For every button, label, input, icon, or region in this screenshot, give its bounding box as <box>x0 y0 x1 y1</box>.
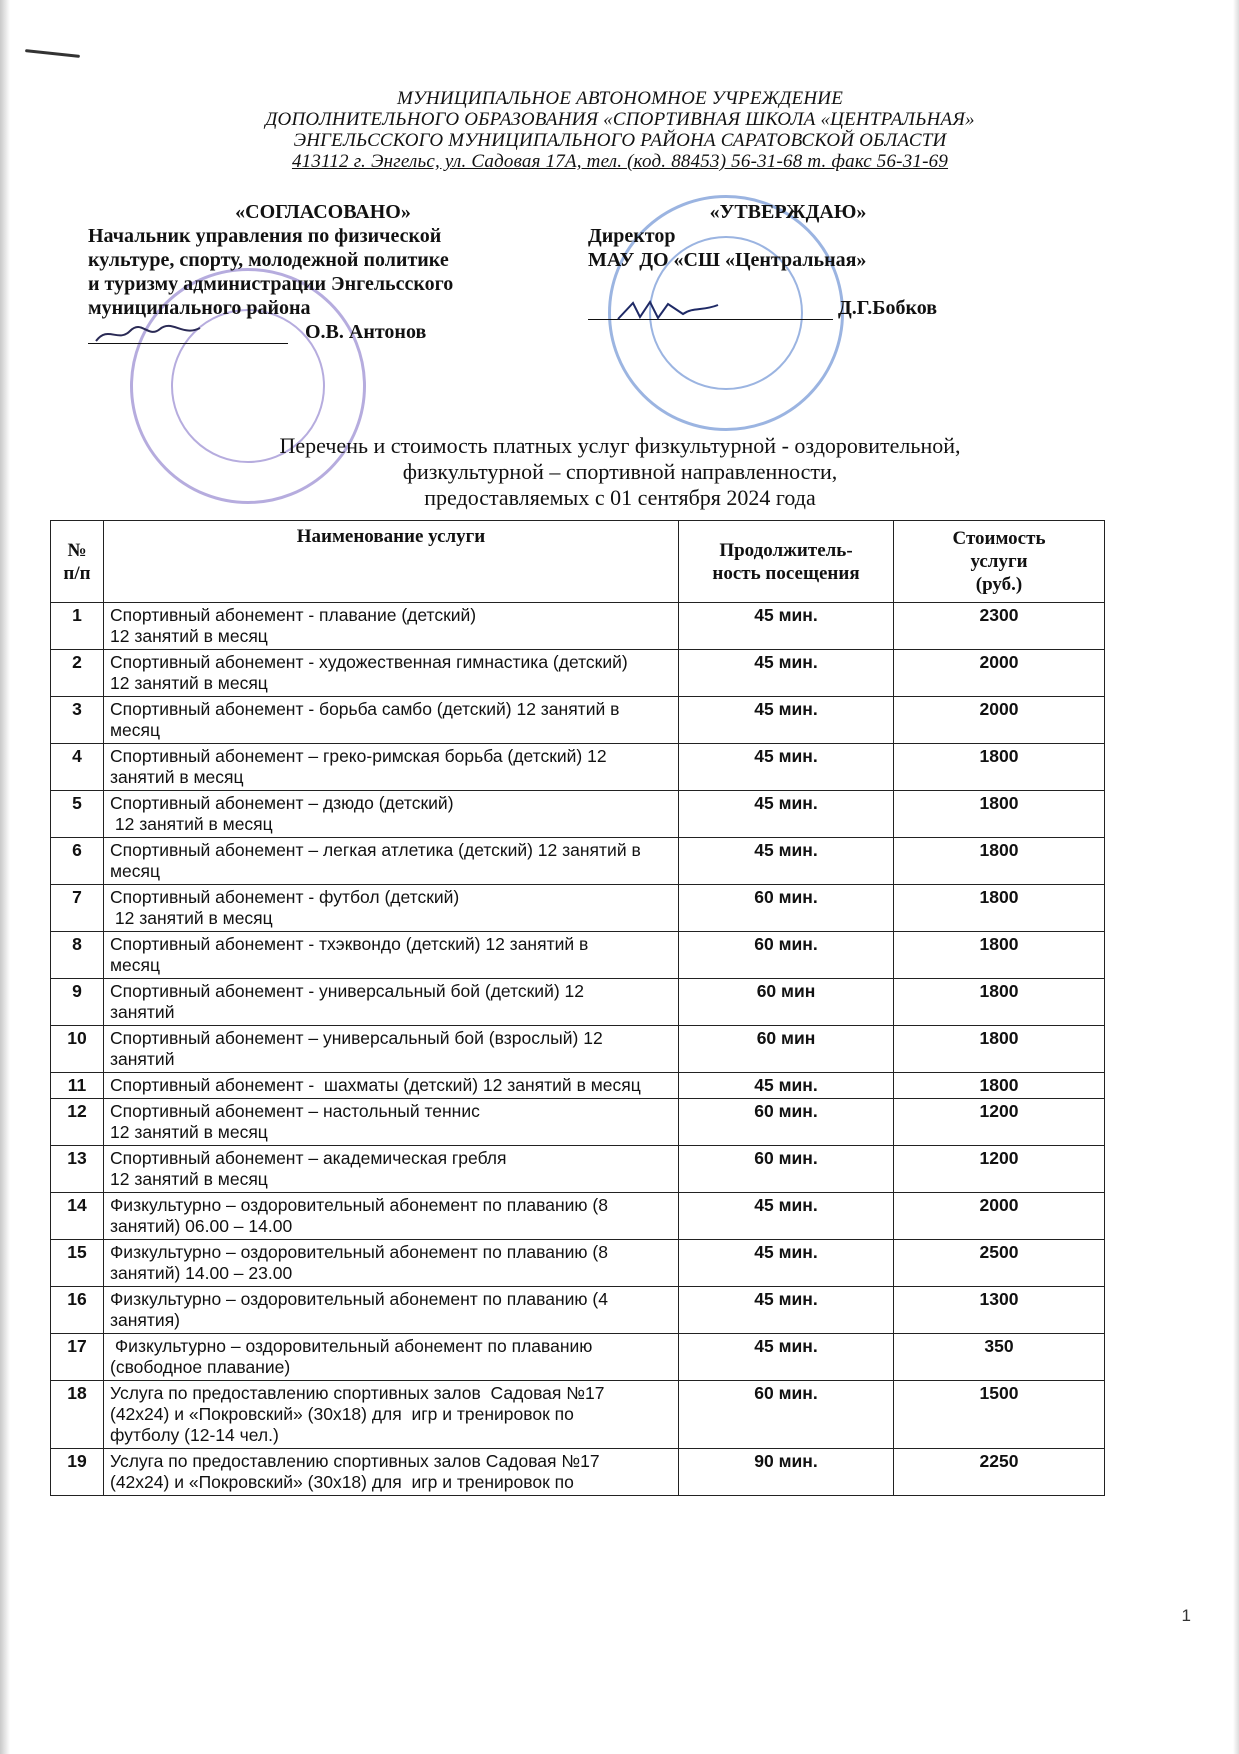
approval-line: Начальник управления по физической <box>88 225 442 247</box>
table-header-row <box>51 521 1105 603</box>
table-row <box>51 885 1105 932</box>
table-row <box>51 1193 1105 1240</box>
visit-duration: 90 мин. <box>679 1449 894 1496</box>
row-number: 18 <box>51 1381 104 1449</box>
table-row <box>51 932 1105 979</box>
signatory-name: О.В. Антонов <box>305 321 427 343</box>
service-name-line: Спортивный абонемент – настольный теннис <box>110 1101 480 1121</box>
row-number: 8 <box>51 932 104 979</box>
service-name-line: (свободное плавание) <box>110 1357 291 1377</box>
service-name-line: Спортивный абонемент - футбол (детский) <box>110 887 460 907</box>
row-number: 19 <box>51 1449 104 1496</box>
handwritten-signature-icon <box>88 323 208 345</box>
org-line: ЭНГЕЛЬССКОГО МУНИЦИПАЛЬНОГО РАЙОНА САРАТОВСКОЙ ОБЛАСТИ <box>293 130 947 151</box>
table-row <box>51 1449 1105 1496</box>
org-line: МУНИЦИПАЛЬНОЕ АВТОНОМНОЕ УЧРЕЖДЕНИЕ <box>396 88 844 109</box>
spacer <box>588 272 988 296</box>
service-name <box>104 932 679 979</box>
title-line: физкультурной – спортивной направленности, <box>402 459 838 484</box>
visit-duration: 45 мин. <box>679 1193 894 1240</box>
service-name <box>104 791 679 838</box>
organization-header <box>150 88 1090 172</box>
services-price-table <box>50 520 1105 1496</box>
service-name-line: месяц <box>110 861 161 881</box>
service-name-line: Спортивный абонемент – академическая гребля <box>110 1148 507 1168</box>
service-name-line: Физкультурно – оздоровительный абонемент по плаванию (8 <box>110 1195 608 1215</box>
service-cost: 1800 <box>894 979 1105 1026</box>
visit-duration: 45 мин. <box>679 744 894 791</box>
service-name <box>104 1381 679 1449</box>
visit-duration: 60 мин <box>679 1026 894 1073</box>
row-number: 14 <box>51 1193 104 1240</box>
service-cost: 2500 <box>894 1240 1105 1287</box>
service-name-line: Спортивный абонемент - художественная гимнастика (детский) <box>110 652 628 672</box>
table-row <box>51 1381 1105 1449</box>
service-name <box>104 1026 679 1073</box>
table-row <box>51 1240 1105 1287</box>
table-row <box>51 1099 1105 1146</box>
service-cost: 2000 <box>894 1193 1105 1240</box>
service-name-line: Спортивный абонемент - плавание (детский) <box>110 605 477 625</box>
table-row <box>51 838 1105 885</box>
signature-row <box>588 296 988 320</box>
visit-duration: 45 мин. <box>679 1073 894 1099</box>
service-name-line: Спортивный абонемент - шахматы (детский) 12 занятий в месяц <box>110 1075 641 1095</box>
service-cost: 1800 <box>894 791 1105 838</box>
document-title <box>150 433 1090 511</box>
service-name-line: занятий <box>110 1049 175 1069</box>
row-number: 2 <box>51 650 104 697</box>
service-cost: 1300 <box>894 1287 1105 1334</box>
service-name <box>104 744 679 791</box>
signature-row <box>88 320 558 344</box>
service-name-line: 12 занятий в месяц <box>110 1122 268 1142</box>
service-name-line: (42х24) и «Покровский» (30х18) для игр и тренировок по <box>110 1404 574 1424</box>
approval-line: Директор <box>588 225 676 247</box>
service-name-line: Спортивный абонемент – легкая атлетика (детский) 12 занятий в <box>110 840 641 860</box>
service-name <box>104 1073 679 1099</box>
service-name <box>104 838 679 885</box>
row-number: 9 <box>51 979 104 1026</box>
row-number: 13 <box>51 1146 104 1193</box>
service-name-line: Спортивный абонемент - универсальный бой (детский) 12 <box>110 981 585 1001</box>
column-header-duration <box>679 521 894 603</box>
approval-line: муниципального района <box>88 297 311 319</box>
visit-duration: 60 мин. <box>679 1099 894 1146</box>
service-name <box>104 1099 679 1146</box>
approval-title: «СОГЛАСОВАНО» <box>235 201 411 223</box>
service-name-line: Физкультурно – оздоровительный абонемент по плаванию (8 <box>110 1242 608 1262</box>
row-number: 5 <box>51 791 104 838</box>
visit-duration: 60 мин. <box>679 932 894 979</box>
row-number: 16 <box>51 1287 104 1334</box>
row-number: 17 <box>51 1334 104 1381</box>
service-cost: 1800 <box>894 838 1105 885</box>
service-cost: 1800 <box>894 885 1105 932</box>
service-name-line: Спортивный абонемент – дзюдо (детский) <box>110 793 454 813</box>
visit-duration: 45 мин. <box>679 1240 894 1287</box>
table-row <box>51 979 1105 1026</box>
table-row <box>51 1026 1105 1073</box>
service-name <box>104 1334 679 1381</box>
service-name <box>104 979 679 1026</box>
service-name-line: занятий) 06.00 – 14.00 <box>110 1216 293 1236</box>
service-cost: 1800 <box>894 932 1105 979</box>
service-name-line: месяц <box>110 955 161 975</box>
table-row <box>51 1073 1105 1099</box>
table-row <box>51 1146 1105 1193</box>
table-row <box>51 791 1105 838</box>
row-number: 4 <box>51 744 104 791</box>
service-cost: 2250 <box>894 1449 1105 1496</box>
visit-duration: 45 мин. <box>679 1287 894 1334</box>
service-name-line: занятий <box>110 1002 175 1022</box>
service-cost: 1500 <box>894 1381 1105 1449</box>
visit-duration: 45 мин. <box>679 838 894 885</box>
service-name <box>104 1240 679 1287</box>
row-number: 7 <box>51 885 104 932</box>
visit-duration: 45 мин. <box>679 603 894 650</box>
scan-edge-right <box>1233 0 1239 1754</box>
approval-line: МАУ ДО «СШ «Центральная» <box>588 249 867 271</box>
signature-line <box>588 299 833 320</box>
column-header-cost <box>894 521 1105 603</box>
visit-duration: 60 мин. <box>679 1146 894 1193</box>
row-number: 3 <box>51 697 104 744</box>
service-cost: 1200 <box>894 1146 1105 1193</box>
title-line: предоставляемых с 01 сентября 2024 года <box>424 485 816 510</box>
approval-block-approved <box>588 200 988 320</box>
service-name-line: футболу (12-14 чел.) <box>110 1425 279 1445</box>
visit-duration: 60 мин. <box>679 885 894 932</box>
header-line: п/п <box>63 562 91 584</box>
approval-line: и туризму администрации Энгельсского <box>88 273 454 295</box>
service-cost: 1800 <box>894 744 1105 791</box>
table-row <box>51 744 1105 791</box>
visit-duration: 45 мин. <box>679 650 894 697</box>
row-number: 12 <box>51 1099 104 1146</box>
scan-edge-left <box>0 0 10 1754</box>
signature-line <box>88 323 288 344</box>
service-cost: 2300 <box>894 603 1105 650</box>
visit-duration: 45 мин. <box>679 1334 894 1381</box>
service-name-line: занятия) <box>110 1310 180 1330</box>
table-row <box>51 650 1105 697</box>
service-name-line: 12 занятий в месяц <box>110 626 268 646</box>
service-name-line: (42х24) и «Покровский» (30х18) для игр и тренировок по <box>110 1472 574 1492</box>
title-line: Перечень и стоимость платных услуг физкультурной - оздоровительной, <box>279 433 961 458</box>
service-name <box>104 603 679 650</box>
service-name-line: Спортивный абонемент - борьба самбо (детский) 12 занятий в <box>110 699 620 719</box>
row-number: 6 <box>51 838 104 885</box>
service-name-line: 12 занятий в месяц <box>110 1169 268 1189</box>
table-row <box>51 603 1105 650</box>
service-name-line: месяц <box>110 720 161 740</box>
service-name <box>104 1146 679 1193</box>
table-row <box>51 697 1105 744</box>
row-number: 15 <box>51 1240 104 1287</box>
column-header-number <box>51 521 104 603</box>
service-name-line: Спортивный абонемент – греко-римская борьба (детский) 12 <box>110 746 607 766</box>
header-line: Стоимость <box>952 528 1046 549</box>
visit-duration: 45 мин. <box>679 791 894 838</box>
pen-stroke-mark <box>25 49 80 58</box>
service-cost: 1200 <box>894 1099 1105 1146</box>
service-name <box>104 650 679 697</box>
service-name-line: Физкультурно – оздоровительный абонемент по плаванию (4 <box>110 1289 608 1309</box>
service-name-line: 12 занятий в месяц <box>110 814 273 834</box>
header-line: Продолжитель- <box>719 539 853 561</box>
header-line: ность посещения <box>712 562 860 584</box>
service-name-line: 12 занятий в месяц <box>110 908 273 928</box>
header-line: № <box>67 539 87 561</box>
service-name <box>104 885 679 932</box>
table-row <box>51 1334 1105 1381</box>
service-name <box>104 1449 679 1496</box>
service-name-line: Спортивный абонемент – универсальный бой (взрослый) 12 <box>110 1028 603 1048</box>
service-cost: 1800 <box>894 1073 1105 1099</box>
service-name-line: Физкультурно – оздоровительный абонемент по плаванию <box>110 1336 593 1356</box>
service-name <box>104 1287 679 1334</box>
service-name-line: Услуга по предоставлению спортивных залов Садовая №17 <box>110 1451 600 1471</box>
signatory-name: Д.Г.Бобков <box>838 297 938 319</box>
row-number: 10 <box>51 1026 104 1073</box>
visit-duration: 60 мин <box>679 979 894 1026</box>
header-line: услуги <box>970 551 1028 572</box>
service-cost: 2000 <box>894 697 1105 744</box>
service-name-line: Спортивный абонемент - тхэквондо (детский) 12 занятий в <box>110 934 589 954</box>
visit-duration: 60 мин. <box>679 1381 894 1449</box>
service-name-line: 12 занятий в месяц <box>110 673 268 693</box>
service-name-line: занятий в месяц <box>110 767 244 787</box>
service-cost: 1800 <box>894 1026 1105 1073</box>
org-line: ДОПОЛНИТЕЛЬНОГО ОБРАЗОВАНИЯ «СПОРТИВНАЯ ШКОЛА «ЦЕНТРАЛЬНАЯ» <box>265 109 975 130</box>
service-name <box>104 1193 679 1240</box>
service-cost: 2000 <box>894 650 1105 697</box>
row-number: 11 <box>51 1073 104 1099</box>
handwritten-signature-icon <box>588 299 728 321</box>
service-name-line: занятий) 14.00 – 23.00 <box>110 1263 293 1283</box>
visit-duration: 45 мин. <box>679 697 894 744</box>
service-cost: 350 <box>894 1334 1105 1381</box>
row-number: 1 <box>51 603 104 650</box>
org-address: 413112 г. Энгельс, ул. Садовая 17А, тел. (код. 88453) 56-31-68 т. факс 56-31-69 <box>291 151 949 172</box>
approval-title: «УТВЕРЖДАЮ» <box>709 201 867 223</box>
page-number: 1 <box>1181 1606 1191 1625</box>
service-name-line: Услуга по предоставлению спортивных залов Садовая №17 <box>110 1383 605 1403</box>
approval-block-agreed <box>88 200 558 344</box>
approval-line: культуре, спорту, молодежной политике <box>88 249 449 271</box>
table-body <box>51 603 1105 1496</box>
header-line: (руб.) <box>975 574 1023 595</box>
table-row <box>51 1287 1105 1334</box>
service-name <box>104 697 679 744</box>
column-header-service: Наименование услуги <box>104 521 679 603</box>
